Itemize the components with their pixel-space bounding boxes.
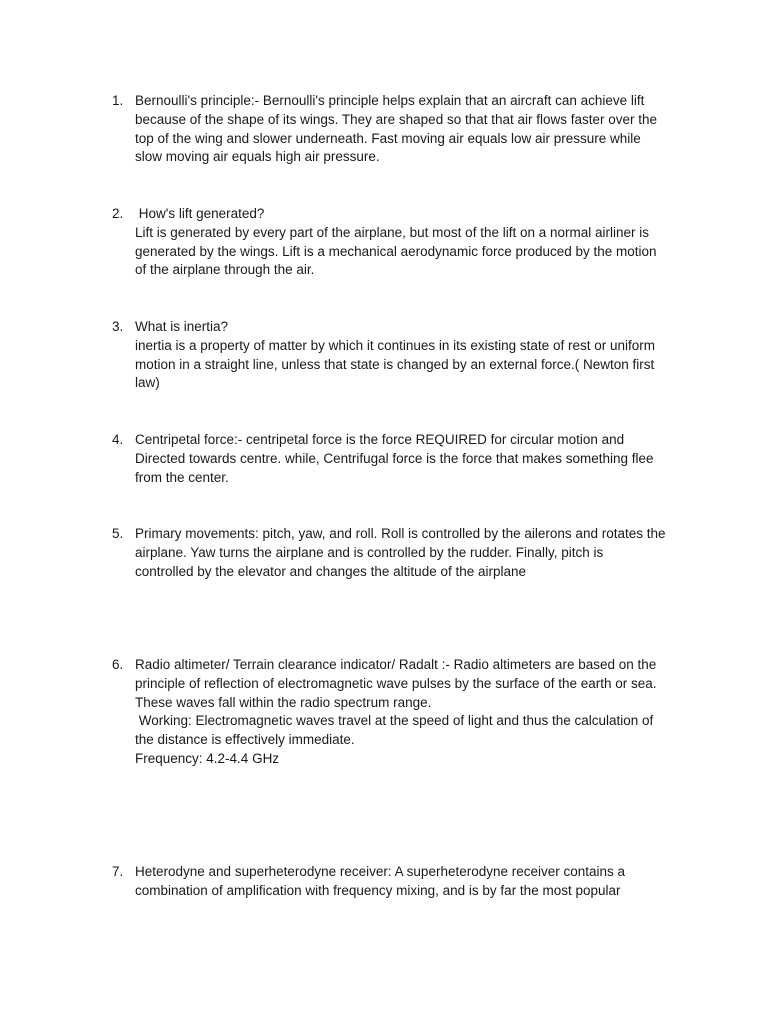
list-item-4	[112, 431, 692, 487]
text-line: Bernoulli's principle:- Bernoulli's principle helps explain that an aircraft can achieve lift	[135, 93, 645, 108]
item-text	[135, 431, 692, 487]
list-item-7	[112, 863, 692, 901]
item-number: 3.	[112, 319, 124, 334]
text-line: from the center.	[135, 469, 229, 485]
item-number: 2.	[112, 206, 124, 221]
item-text	[135, 205, 692, 280]
text-line: These waves fall within the radio spectrum range.	[135, 694, 432, 710]
text-line: principle of reflection of electromagnetic wave pulses by the surface of the earth or sea.	[135, 675, 657, 691]
text-line: Primary movements: pitch, yaw, and roll. Roll is controlled by the ailerons and rotates the	[135, 526, 666, 541]
item-number: 7.	[112, 864, 124, 879]
text-line: Directed towards centre. while, Centrifugal force is the force that makes something flee	[135, 450, 654, 466]
list-item-5	[112, 525, 692, 581]
text-line: slow moving air equals high air pressure.	[135, 149, 380, 165]
item-number: 6.	[112, 657, 124, 672]
text-line: Lift is generated by every part of the airplane, but most of the lift on a normal airliner is	[135, 224, 650, 240]
item-text	[135, 318, 692, 393]
text-line: of the airplane through the air.	[135, 262, 315, 278]
text-line: Frequency: 4.2-4.4 GHz	[135, 750, 280, 766]
text-line: airplane. Yaw turns the airplane and is controlled by the rudder. Finally, pitch is	[135, 544, 604, 560]
list-item-1	[112, 92, 692, 167]
text-line: law)	[135, 375, 160, 391]
item-text	[135, 863, 692, 901]
text-line: top of the wing and slower underneath. Fast moving air equals low air pressure while	[135, 130, 641, 146]
list-item-3	[112, 318, 692, 393]
item-text	[135, 92, 692, 167]
item-number: 4.	[112, 432, 124, 447]
text-line: Working: Electromagnetic waves travel at the speed of light and thus the calculation of	[135, 713, 654, 729]
text-line: generated by the wings. Lift is a mechanical aerodynamic force produced by the motion	[135, 243, 657, 259]
text-line: Heterodyne and superheterodyne receiver: A superheterodyne receiver contains a	[135, 864, 626, 879]
item-number: 5.	[112, 526, 124, 541]
text-line: motion in a straight line, unless that state is changed by an external force.( Newton first	[135, 356, 655, 372]
text-line: because of the shape of its wings. They are shaped so that that air flows faster over the	[135, 111, 658, 127]
item-number: 1.	[112, 93, 124, 108]
text-line: the distance is effectively immediate.	[135, 732, 355, 748]
text-line: combination of amplification with frequency mixing, and is by far the most popular	[135, 882, 621, 898]
text-line: inertia is a property of matter by which it continues in its existing state of rest or uniform	[135, 337, 655, 353]
text-line: controlled by the elevator and changes the altitude of the airplane	[135, 563, 527, 579]
item-text	[135, 525, 692, 581]
text-line: Radio altimeter/ Terrain clearance indicator/ Radalt :- Radio altimeters are based on the	[135, 657, 657, 672]
item-text	[135, 656, 692, 769]
list-item-2	[112, 205, 692, 280]
text-line: Centripetal force:- centripetal force is the force REQUIRED for circular motion and	[135, 432, 625, 447]
list-item-6	[112, 656, 692, 769]
text-line: How's lift generated?	[135, 206, 265, 221]
text-line: What is inertia?	[135, 319, 229, 334]
